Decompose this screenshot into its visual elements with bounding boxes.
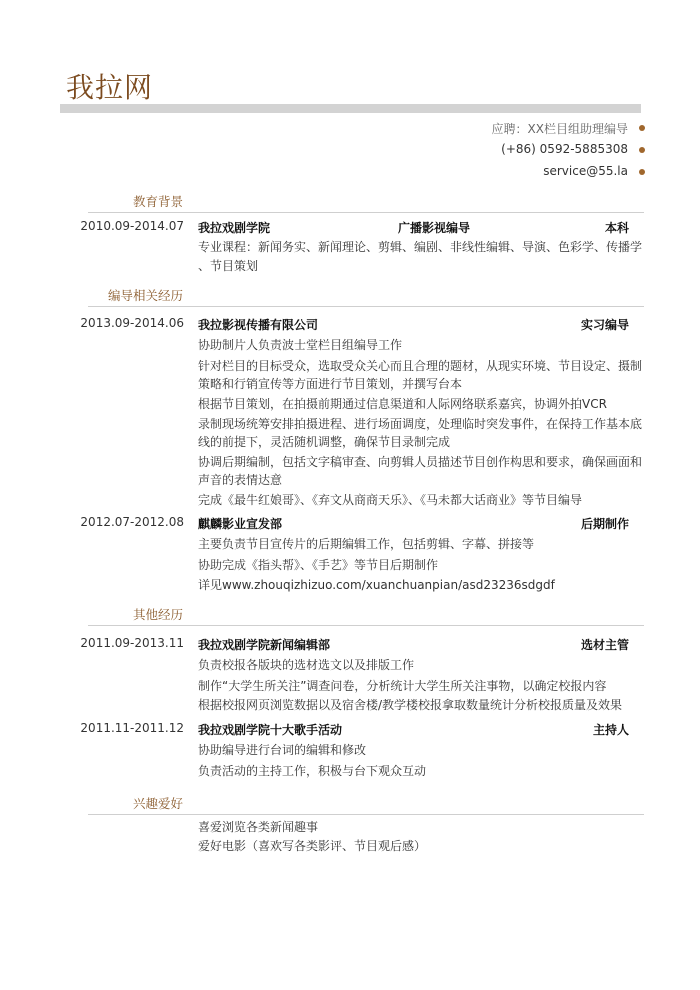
entry-line: 声音的表情达意 — [198, 473, 283, 487]
entry-date: 2010.09-2014.07 — [80, 219, 184, 233]
resume-name: 我拉网 — [66, 71, 154, 104]
entry-line-link: 详见www.zhouqizhizuo.com/xuanchuanpian/asd23236sdgdf — [198, 578, 555, 592]
entry-line: 根据校报网页浏览数据以及宿舍楼/教学楼校报拿取数量统计分析校报质量及效果 — [198, 698, 623, 712]
entry-org: 我拉影视传播有限公司 — [198, 318, 319, 332]
section-title-education: 教育背景 — [132, 194, 183, 209]
section-divider — [88, 212, 644, 213]
entry-line: 录制现场统筹安排拍摄进程、进行场面调度，处理临时突发事件，在保持工作基本底 — [198, 417, 643, 431]
entry-line: 协助制片人负责波士堂栏目组编导工作 — [198, 338, 403, 352]
entry-line: 主要负责节目宣传片的后期编辑工作，包括剪辑、字幕、拼接等 — [198, 537, 535, 551]
entry-role: 选材主管 — [580, 638, 629, 652]
entry-line: 针对栏目的目标受众，选取受众关心而且合理的题材，从现实环境、节目设定、摄制 — [198, 359, 643, 373]
entry-line: 完成《最牛红娘哥》、《弃文从商商天乐》、《马未都大话商业》等节目编导 — [198, 493, 583, 507]
bullet-dot-icon — [639, 169, 645, 175]
entry-major: 广播影视编导 — [398, 221, 471, 235]
entry-line: 线的前提下，灵活随机调整，确保节目录制完成 — [198, 435, 451, 449]
entry-org: 我拉戏剧学院新闻编辑部 — [198, 638, 331, 652]
entry-date: 2012.07-2012.08 — [80, 515, 184, 529]
entry-line: 、节目策划 — [198, 259, 259, 273]
entry-line: 协助完成《指头帮》、《手艺》等节目后期制作 — [198, 558, 439, 572]
entry-line: 负责活动的主持工作，积极与台下观众互动 — [198, 764, 427, 778]
entry-date: 2011.11-2011.12 — [80, 721, 184, 735]
section-divider — [88, 625, 644, 626]
entry-date: 2011.09-2013.11 — [80, 636, 184, 650]
header-divider-bar — [60, 104, 641, 113]
hobby-line: 喜爱浏览各类新闻趣事 — [198, 820, 319, 834]
entry-role: 实习编导 — [580, 318, 629, 332]
entry-org: 麒麟影业宣发部 — [198, 517, 283, 531]
contact-email — [543, 164, 628, 178]
contact-position-text: 应聘：XX栏目组助理编导 — [491, 122, 628, 136]
contact-position — [492, 120, 628, 137]
entry-line: 协助编导进行台词的编辑和修改 — [198, 743, 367, 757]
contact-phone — [501, 142, 628, 156]
section-divider — [88, 814, 644, 815]
entry-line: 制作“大学生所关注”调查问卷，分析统计大学生所关注事物，以确定校报内容 — [198, 679, 607, 693]
entry-line: 协调后期编制，包括文字稿审查、向剪辑人员描述节目创作构思和要求，确保画面和 — [198, 455, 643, 469]
bullet-dot-icon — [639, 147, 645, 153]
contact-email-text: service@55.la — [543, 164, 628, 178]
entry-line: 专业课程：新闻务实、新闻理论、剪辑、编剧、非线性编辑、导演、色彩学、传播学 — [198, 240, 643, 254]
bullet-dot-icon — [639, 125, 645, 131]
section-title-other: 其他经历 — [132, 607, 183, 622]
section-title-hobbies: 兴趣爱好 — [132, 796, 183, 811]
entry-org: 我拉戏剧学院 — [198, 221, 271, 235]
entry-line: 根据节目策划，在拍摄前期通过信息渠道和人际网络联系嘉宾，协调外拍VCR — [198, 397, 607, 411]
hobby-line: 爱好电影（喜欢写各类影评、节目观后感） — [198, 839, 427, 853]
entry-line: 负责校报各版块的选材选文以及排版工作 — [198, 658, 415, 672]
entry-role: 本科 — [604, 221, 629, 235]
entry-date: 2013.09-2014.06 — [80, 316, 184, 330]
entry-role: 后期制作 — [580, 517, 629, 531]
entry-role: 主持人 — [592, 723, 629, 737]
entry-org: 我拉戏剧学院十大歌手活动 — [198, 723, 343, 737]
section-title-experience: 编导相关经历 — [107, 288, 183, 303]
contact-phone-text: (+86) 0592-5885308 — [501, 142, 628, 156]
entry-line: 策略和行销宣传等方面进行节目策划，并撰写台本 — [198, 377, 463, 391]
section-divider — [88, 306, 644, 307]
